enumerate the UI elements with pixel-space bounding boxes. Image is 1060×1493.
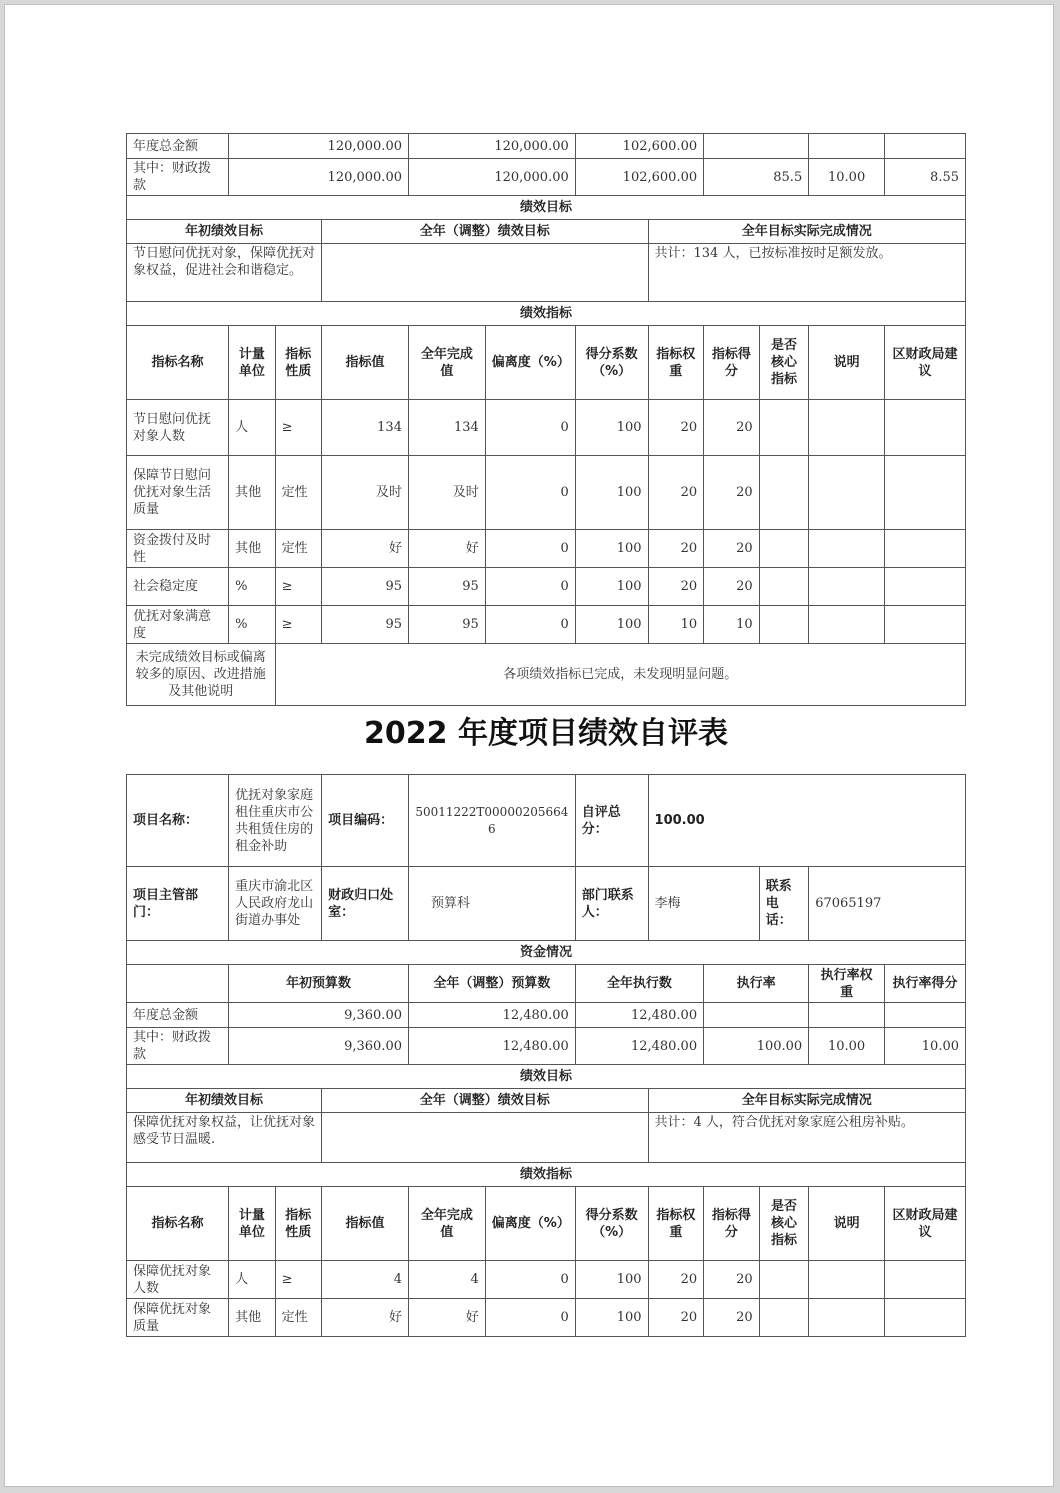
indicator-coef: 100 xyxy=(575,568,648,606)
indicator-core xyxy=(759,530,809,568)
indicator-nature: 定性 xyxy=(275,530,321,568)
col-header-note: 说明 xyxy=(809,1187,885,1261)
funds-header-executed: 全年执行数 xyxy=(575,965,703,1003)
col-header-weight: 指标权重 xyxy=(648,326,704,400)
indicator-name: 社会稳定度 xyxy=(127,568,229,606)
goal-initial-text: 节日慰问优抚对象，保障优抚对象权益，促进社会和谐稳定。 xyxy=(127,244,322,302)
col-header-unit: 计量单位 xyxy=(229,326,275,400)
indicator-value: 95 xyxy=(322,568,409,606)
executed-amount: 12,480.00 xyxy=(575,1003,703,1028)
indicator-coef: 100 xyxy=(575,456,648,530)
indicator-core xyxy=(759,400,809,456)
indicator-score: 20 xyxy=(704,568,760,606)
indicator-unit: % xyxy=(229,568,275,606)
rate-weight: 10.00 xyxy=(809,159,885,196)
unfinished-text: 各项绩效指标已完成，未发现明显问题。 xyxy=(275,644,965,706)
goals-header-actual: 全年目标实际完成情况 xyxy=(648,220,965,244)
indicator-advice xyxy=(885,1299,966,1337)
executed-amount: 102,600.00 xyxy=(575,159,703,196)
funds-row-label: 年度总金额 xyxy=(127,1003,229,1028)
funds-header-score: 执行率得分 xyxy=(885,965,966,1003)
rate-weight: 10.00 xyxy=(809,1028,885,1065)
performance-table-2 xyxy=(126,774,966,1337)
indicator-header-row xyxy=(127,326,966,400)
col-header-score: 指标得分 xyxy=(704,326,760,400)
col-header-score: 指标得分 xyxy=(704,1187,760,1261)
indicator-value: 95 xyxy=(322,606,409,644)
col-header-deviation: 偏离度（%） xyxy=(485,1187,575,1261)
department-row xyxy=(127,867,966,941)
performance-table-1 xyxy=(126,133,966,706)
indicator-value: 及时 xyxy=(322,456,409,530)
rate-score: 8.55 xyxy=(885,159,966,196)
project-info-row xyxy=(127,775,966,867)
indicator-unit: 其他 xyxy=(229,1299,275,1337)
indicator-core xyxy=(759,606,809,644)
indicator-row xyxy=(127,400,966,456)
col-header-coef: 得分系数（%） xyxy=(575,326,648,400)
indicator-weight: 20 xyxy=(648,456,704,530)
goal-actual-text: 共计：4 人，符合优抚对象家庭公租房补贴。 xyxy=(648,1113,965,1163)
indicator-nature: 定性 xyxy=(275,1299,322,1337)
indicator-deviation: 0 xyxy=(485,1261,575,1299)
indicator-row xyxy=(127,606,966,644)
execution-rate xyxy=(704,134,809,159)
indicator-advice xyxy=(885,400,966,456)
indicator-weight: 20 xyxy=(648,530,704,568)
indicator-weight: 20 xyxy=(648,568,704,606)
indicator-nature: ≥ xyxy=(275,568,321,606)
initial-budget: 120,000.00 xyxy=(229,159,409,196)
finance-office-label: 财政归口处室： xyxy=(322,867,409,941)
goal-adjusted-text xyxy=(322,244,648,302)
indicator-completed: 好 xyxy=(408,530,485,568)
funds-section-title: 资金情况 xyxy=(127,941,966,965)
indicator-completed: 95 xyxy=(408,606,485,644)
executed-amount: 102,600.00 xyxy=(575,134,703,159)
project-name-label: 项目名称： xyxy=(127,775,229,867)
funds-row xyxy=(127,1003,966,1028)
funds-header-initial: 年初预算数 xyxy=(229,965,409,1003)
adjusted-budget: 120,000.00 xyxy=(408,134,575,159)
funds-header-blank xyxy=(127,965,229,1003)
project-name: 优抚对象家庭租住重庆市公共租赁住房的租金补助 xyxy=(229,775,322,867)
indicator-score: 10 xyxy=(704,606,760,644)
indicator-value: 好 xyxy=(322,1299,409,1337)
col-header-completed: 全年完成值 xyxy=(408,1187,485,1261)
indicator-note xyxy=(809,606,885,644)
dept-name: 重庆市渝北区人民政府龙山街道办事处 xyxy=(229,867,322,941)
indicator-score: 20 xyxy=(704,1261,760,1299)
indicator-unit: 其他 xyxy=(229,456,275,530)
indicator-unit: 人 xyxy=(229,400,275,456)
indicator-note xyxy=(809,568,885,606)
indicator-core xyxy=(759,1261,809,1299)
indicator-completed: 95 xyxy=(408,568,485,606)
indicator-name: 保障优抚对象质量 xyxy=(127,1299,229,1337)
rate-weight xyxy=(809,1003,885,1028)
indicator-deviation: 0 xyxy=(485,568,575,606)
indicator-advice xyxy=(885,606,966,644)
col-header-advice: 区财政局建议 xyxy=(885,326,966,400)
indicator-core xyxy=(759,1299,809,1337)
col-header-weight: 指标权重 xyxy=(648,1187,704,1261)
indicator-note xyxy=(809,456,885,530)
self-score-label: 自评总分： xyxy=(575,775,648,867)
goal-actual-text: 共计：134 人，已按标准按时足额发放。 xyxy=(648,244,965,302)
indicator-note xyxy=(809,530,885,568)
indicator-coef: 100 xyxy=(575,400,648,456)
indicator-core xyxy=(759,568,809,606)
indicators-section-title: 绩效指标 xyxy=(127,302,966,326)
indicator-deviation: 0 xyxy=(485,530,575,568)
initial-budget: 9,360.00 xyxy=(229,1028,409,1065)
contact-label: 部门联系人： xyxy=(575,867,648,941)
indicator-note xyxy=(809,400,885,456)
indicator-nature: ≥ xyxy=(275,1261,322,1299)
indicator-score: 20 xyxy=(704,456,760,530)
indicator-deviation: 0 xyxy=(485,400,575,456)
adjusted-budget: 120,000.00 xyxy=(408,159,575,196)
indicator-name: 保障节日慰问优抚对象生活质量 xyxy=(127,456,229,530)
indicator-row xyxy=(127,1299,966,1337)
indicator-completed: 134 xyxy=(408,400,485,456)
indicator-row xyxy=(127,456,966,530)
phone-number: 67065197 xyxy=(809,867,966,941)
indicator-deviation: 0 xyxy=(485,1299,575,1337)
project-code: 50011222T000002056646 xyxy=(408,775,575,867)
indicator-weight: 10 xyxy=(648,606,704,644)
funds-row-label: 其中：财政拨款 xyxy=(127,159,229,196)
indicators-section-title: 绩效指标 xyxy=(127,1163,966,1187)
execution-rate: 85.5 xyxy=(704,159,809,196)
funds-row xyxy=(127,1028,966,1065)
indicator-deviation: 0 xyxy=(485,606,575,644)
col-header-deviation: 偏离度（%） xyxy=(485,326,575,400)
indicator-name: 节日慰问优抚对象人数 xyxy=(127,400,229,456)
indicator-name: 优抚对象满意度 xyxy=(127,606,229,644)
col-header-nature: 指标性质 xyxy=(275,326,321,400)
indicator-name: 资金拨付及时性 xyxy=(127,530,229,568)
col-header-value: 指标值 xyxy=(322,326,409,400)
goals-header-adjusted: 全年（调整）绩效目标 xyxy=(322,220,648,244)
col-header-name: 指标名称 xyxy=(127,1187,229,1261)
indicator-completed: 好 xyxy=(408,1299,485,1337)
indicator-coef: 100 xyxy=(575,1299,648,1337)
contact-name: 李梅 xyxy=(648,867,759,941)
project-code-label: 项目编码： xyxy=(322,775,409,867)
indicator-row xyxy=(127,530,966,568)
col-header-coef: 得分系数（%） xyxy=(575,1187,648,1261)
page-title: 2022 年度项目绩效自评表 xyxy=(364,716,728,751)
indicator-completed: 及时 xyxy=(408,456,485,530)
indicator-value: 4 xyxy=(322,1261,409,1299)
phone-label: 联系电话： xyxy=(759,867,809,941)
funds-row xyxy=(127,134,966,159)
indicator-unit: % xyxy=(229,606,275,644)
indicator-nature: 定性 xyxy=(275,456,321,530)
indicator-deviation: 0 xyxy=(485,456,575,530)
execution-rate: 100.00 xyxy=(704,1028,809,1065)
indicator-header-row xyxy=(127,1187,966,1261)
indicator-nature: ≥ xyxy=(275,606,321,644)
col-header-note: 说明 xyxy=(809,326,885,400)
indicator-note xyxy=(809,1261,885,1299)
funds-header-rate: 执行率 xyxy=(704,965,809,1003)
indicator-advice xyxy=(885,456,966,530)
col-header-nature: 指标性质 xyxy=(275,1187,322,1261)
self-score: 100.00 xyxy=(648,775,965,867)
execution-rate xyxy=(704,1003,809,1028)
indicator-weight: 20 xyxy=(648,400,704,456)
adjusted-budget: 12,480.00 xyxy=(408,1028,575,1065)
goals-section-title: 绩效目标 xyxy=(127,1065,966,1089)
goals-section-title: 绩效目标 xyxy=(127,196,966,220)
executed-amount: 12,480.00 xyxy=(575,1028,703,1065)
indicator-core xyxy=(759,456,809,530)
rate-score xyxy=(885,134,966,159)
indicator-advice xyxy=(885,1261,966,1299)
indicator-coef: 100 xyxy=(575,530,648,568)
indicator-coef: 100 xyxy=(575,1261,648,1299)
col-header-value: 指标值 xyxy=(322,1187,409,1261)
indicator-score: 20 xyxy=(704,1299,760,1337)
indicator-advice xyxy=(885,568,966,606)
col-header-advice: 区财政局建议 xyxy=(885,1187,966,1261)
goals-header-actual: 全年目标实际完成情况 xyxy=(648,1089,965,1113)
indicator-score: 20 xyxy=(704,530,760,568)
indicator-note xyxy=(809,1299,885,1337)
initial-budget: 9,360.00 xyxy=(229,1003,409,1028)
unfinished-label: 未完成绩效目标或偏离较多的原因、改进措施及其他说明 xyxy=(127,644,276,706)
initial-budget: 120,000.00 xyxy=(229,134,409,159)
indicator-value: 134 xyxy=(322,400,409,456)
finance-office: 预算科 xyxy=(408,867,575,941)
goal-adjusted-text xyxy=(322,1113,648,1163)
col-header-completed: 全年完成值 xyxy=(408,326,485,400)
dept-label: 项目主管部门： xyxy=(127,867,229,941)
funds-header-row xyxy=(127,965,966,1003)
indicator-unit: 其他 xyxy=(229,530,275,568)
indicator-score: 20 xyxy=(704,400,760,456)
funds-row-label: 其中：财政拨款 xyxy=(127,1028,229,1065)
indicator-name: 保障优抚对象人数 xyxy=(127,1261,229,1299)
indicator-coef: 100 xyxy=(575,606,648,644)
funds-row xyxy=(127,159,966,196)
funds-header-weight: 执行率权重 xyxy=(809,965,885,1003)
indicator-value: 好 xyxy=(322,530,409,568)
goals-header-initial: 年初绩效目标 xyxy=(127,220,322,244)
goals-header-initial: 年初绩效目标 xyxy=(127,1089,322,1113)
indicator-weight: 20 xyxy=(648,1261,704,1299)
funds-row-label: 年度总金额 xyxy=(127,134,229,159)
goal-initial-text: 保障优抚对象权益，让优抚对象感受节日温暖. xyxy=(127,1113,322,1163)
goals-header-adjusted: 全年（调整）绩效目标 xyxy=(322,1089,648,1113)
funds-header-adjusted: 全年（调整）预算数 xyxy=(408,965,575,1003)
rate-weight xyxy=(809,134,885,159)
indicator-row xyxy=(127,1261,966,1299)
indicator-unit: 人 xyxy=(229,1261,275,1299)
adjusted-budget: 12,480.00 xyxy=(408,1003,575,1028)
indicator-completed: 4 xyxy=(408,1261,485,1299)
indicator-advice xyxy=(885,530,966,568)
indicator-weight: 20 xyxy=(648,1299,704,1337)
col-header-core: 是否核心指标 xyxy=(759,326,809,400)
col-header-core: 是否核心指标 xyxy=(759,1187,809,1261)
indicator-nature: ≥ xyxy=(275,400,321,456)
col-header-name: 指标名称 xyxy=(127,326,229,400)
rate-score: 10.00 xyxy=(885,1028,966,1065)
indicator-row xyxy=(127,568,966,606)
rate-score xyxy=(885,1003,966,1028)
col-header-unit: 计量单位 xyxy=(229,1187,275,1261)
